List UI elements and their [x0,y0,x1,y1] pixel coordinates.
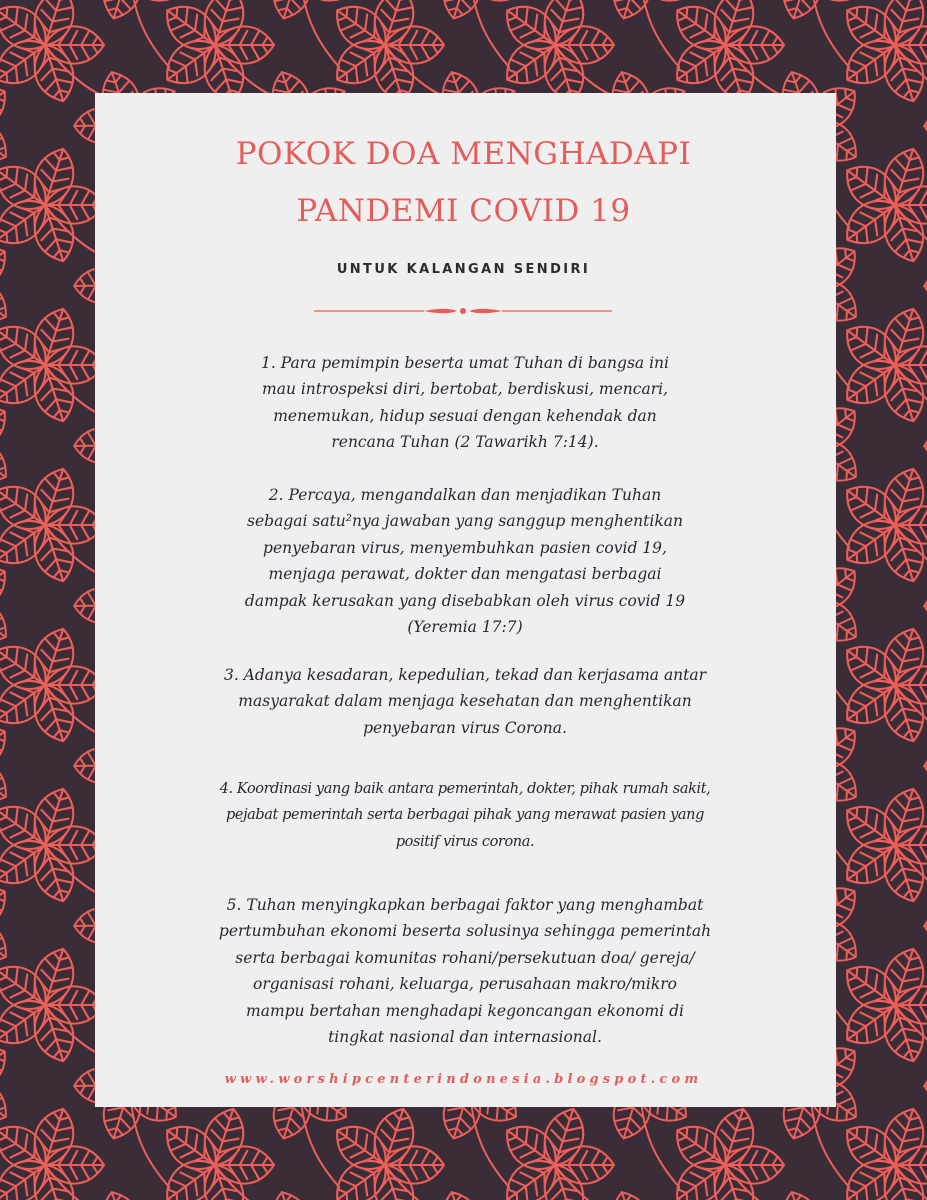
subtitle: UNTUK KALANGAN SENDIRI [336,262,591,277]
prayer-item-5: 5. Tuhan menyingkapkan berbagai faktor yang menghambat pertumbuhan ekonomi beserta solusinya sehingga pemerintah serta berbagai komunitas rohani/persekutuan doa/ gereja/ organisasi rohani, keluarga, perusahaan makro/mikro mampu bertahan menghadapi kegoncangan ekonomi di tingkat nasional dan internasional. [218,896,712,1047]
title-line-2: PANDEMI COVID 19 [296,193,631,229]
prayer-item-1: 1. Para pemimpin beserta umat Tuhan di bangsa ini mau introspeksi diri, bertobat, berdiskusi, mencari, menemukan, hidup sesuai dengan kehendak dan rencana Tuhan (2 Tawarikh 7:14). [261,354,669,452]
prayer-item-2: 2. Percaya, mengandalkan dan menjadikan Tuhan sebagai satu²nya jawaban yang sanggup menghentikan penyebaran virus, menyembuhkan pasien covid 19, menjaga perawat, dokter dan mengatasi berbagai dampak kerusakan yang disebabkan oleh virus covid 19 (Yeremia 17:7) [244,486,686,637]
blog-url: www.worshipcenterindonesia.blogspot.com [224,1072,703,1087]
prayer-item-3: 3. Adanya kesadaran, kepedulian, tekad dan kerjasama antar masyarakat dalam menjaga kesehatan dan menghentikan penyebaran virus Corona. [223,666,707,737]
ornament-divider [314,303,612,319]
title-line-1: POKOK DOA MENGHADAPI [235,136,692,172]
prayer-item-4: 4. Koordinasi yang baik antara pemerintah, dokter, pihak rumah sakit, pejabat pemerintah serta berbagai pihak yang merawat pasien yang positif virus corona. [219,781,711,850]
